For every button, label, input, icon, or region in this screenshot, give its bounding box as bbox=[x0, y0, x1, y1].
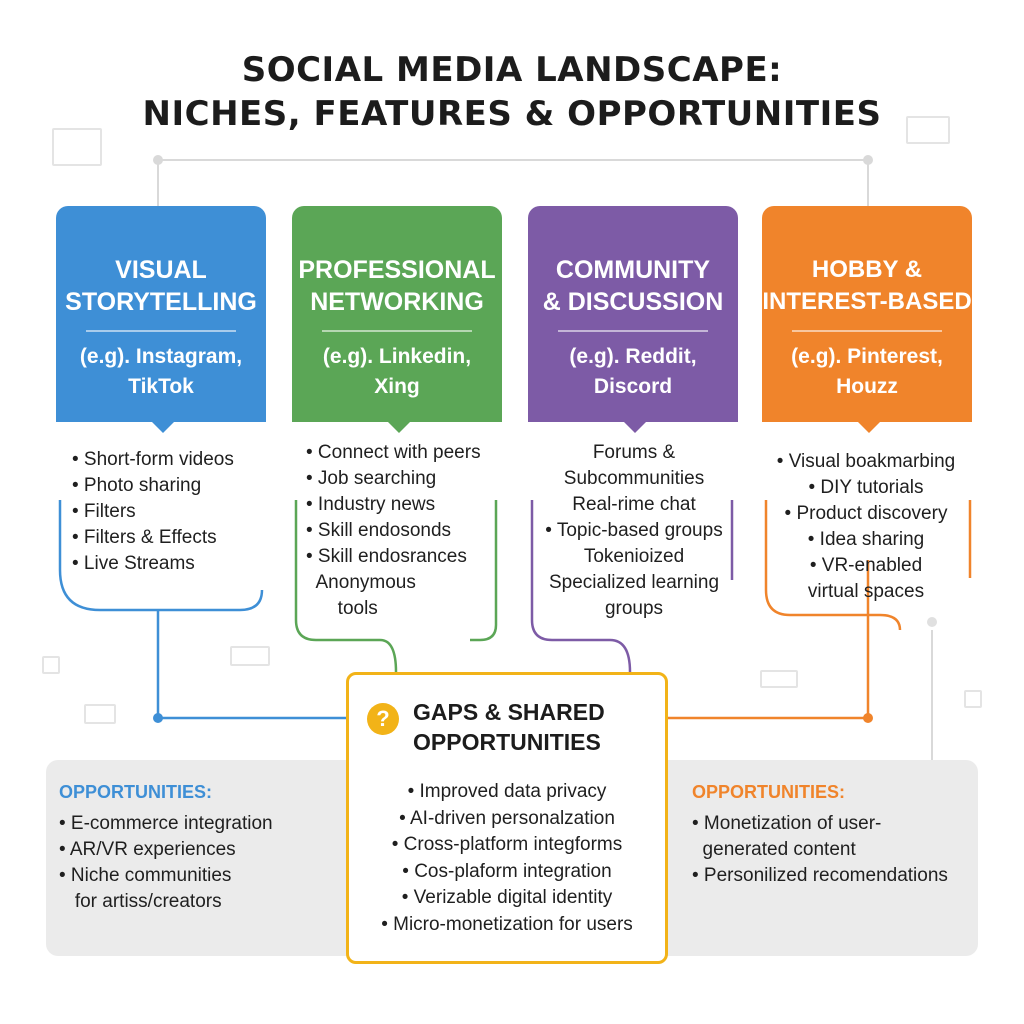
card-examples: (e.g). Reddit, Discord bbox=[569, 345, 697, 398]
question-icon: ? bbox=[367, 703, 399, 735]
connector-dot bbox=[863, 155, 873, 165]
list-item: • Cross-platform integforms bbox=[391, 834, 623, 855]
list-item: • Live Streams bbox=[72, 553, 195, 574]
list-item: Specialized learning bbox=[548, 572, 720, 593]
opportunities-panel-right bbox=[660, 760, 978, 956]
divider bbox=[86, 330, 236, 332]
card-notch bbox=[388, 422, 410, 433]
list-item: • Monetization of user- bbox=[692, 813, 882, 834]
list-item: • Photo sharing bbox=[72, 475, 202, 496]
page-title: SOCIAL MEDIA LANDSCAPE: bbox=[241, 50, 783, 90]
opportunities-title: OPPORTUNITIES: bbox=[59, 782, 213, 802]
list-item: Real-rime chat bbox=[572, 494, 696, 515]
card-title: COMMUNITY & DISCUSSION bbox=[542, 256, 724, 316]
connector-dot bbox=[927, 617, 937, 627]
list-item: for artiss/creators bbox=[59, 891, 222, 912]
gaps-list bbox=[349, 779, 665, 938]
card-notch bbox=[858, 422, 880, 433]
list-item: • Niche communities bbox=[59, 865, 232, 886]
top-connector bbox=[158, 160, 868, 210]
connector-dot bbox=[863, 713, 873, 723]
list-item: • Job searching bbox=[306, 468, 437, 489]
list-item: • Product discovery bbox=[784, 503, 948, 524]
divider bbox=[792, 330, 942, 332]
list-item: • Cos-plaform integration bbox=[402, 860, 612, 882]
card-community-discussion bbox=[528, 206, 738, 422]
list-item: • Short-form videos bbox=[72, 449, 234, 470]
list-item: • Filters bbox=[72, 501, 136, 522]
card-title: PROFESSIONAL NETWORKING bbox=[298, 256, 496, 316]
list-item: • Improved data privacy bbox=[407, 781, 607, 802]
card-feature-list bbox=[762, 449, 970, 605]
divider bbox=[558, 330, 708, 332]
list-item: • E-commerce integration bbox=[59, 813, 273, 834]
list-item: virtual spaces bbox=[807, 581, 925, 602]
card-notch bbox=[624, 422, 646, 433]
card-professional-networking bbox=[292, 206, 502, 422]
gaps-title: GAPS & SHARED OPPORTUNITIES bbox=[413, 699, 605, 755]
list-item: • Personilized recomendations bbox=[692, 865, 948, 886]
card-hobby-interest bbox=[762, 206, 972, 422]
blue-connector bbox=[158, 610, 350, 718]
card-examples: (e.g). Pinterest, Houzz bbox=[791, 345, 943, 398]
list-item: • Verizable digital identity bbox=[401, 887, 613, 908]
list-item: Anonymous bbox=[306, 572, 416, 593]
list-item: • Topic-based groups bbox=[545, 520, 723, 541]
list-item: • Micro-monetization for users bbox=[381, 913, 633, 935]
list-item: generated content bbox=[692, 839, 856, 860]
list-item: • AI-driven personalzation bbox=[399, 807, 615, 829]
connector-dot bbox=[153, 713, 163, 723]
list-item: tools bbox=[306, 598, 378, 619]
opportunities-title: OPPORTUNITIES: bbox=[692, 782, 846, 802]
card-title: HOBBY & INTEREST-BASED bbox=[762, 256, 972, 315]
card-feature-list bbox=[306, 440, 481, 622]
card-examples: (e.g). Instagram, TikTok bbox=[79, 345, 243, 398]
list-item: • Industry news bbox=[306, 494, 436, 515]
list-item: • AR/VR experiences bbox=[59, 839, 236, 860]
card-title: VISUAL STORYTELLING bbox=[65, 256, 257, 316]
list-item: • Connect with peers bbox=[306, 442, 481, 463]
opportunities-list bbox=[692, 811, 948, 889]
opportunities-list bbox=[59, 811, 273, 915]
list-item: • Skill endosrances bbox=[306, 546, 467, 567]
list-item: • Filters & Effects bbox=[72, 527, 217, 548]
list-item: • Skill endosonds bbox=[306, 520, 452, 541]
list-item: groups bbox=[604, 598, 664, 619]
gaps-shared-opportunities-box bbox=[346, 672, 668, 964]
list-item: Subcommunities bbox=[563, 468, 705, 489]
card-visual-storytelling bbox=[56, 206, 266, 422]
list-item: • Visual boakmarbing bbox=[776, 451, 956, 472]
list-item: • VR-enabled bbox=[809, 555, 923, 576]
connector-dot bbox=[153, 155, 163, 165]
opportunities-panel-left bbox=[46, 760, 352, 956]
list-item: Forums & bbox=[592, 442, 676, 463]
divider bbox=[322, 330, 472, 332]
page-subtitle: NICHES, FEATURES & OPPORTUNITIES bbox=[142, 94, 882, 134]
list-item: • Idea sharing bbox=[807, 529, 925, 550]
card-examples: (e.g). Linkedin, Xing bbox=[322, 345, 472, 398]
card-notch bbox=[152, 422, 174, 433]
card-feature-list bbox=[72, 447, 234, 577]
card-feature-list bbox=[528, 440, 740, 622]
list-item: • DIY tutorials bbox=[808, 477, 924, 498]
list-item: Tokenioized bbox=[583, 546, 685, 567]
